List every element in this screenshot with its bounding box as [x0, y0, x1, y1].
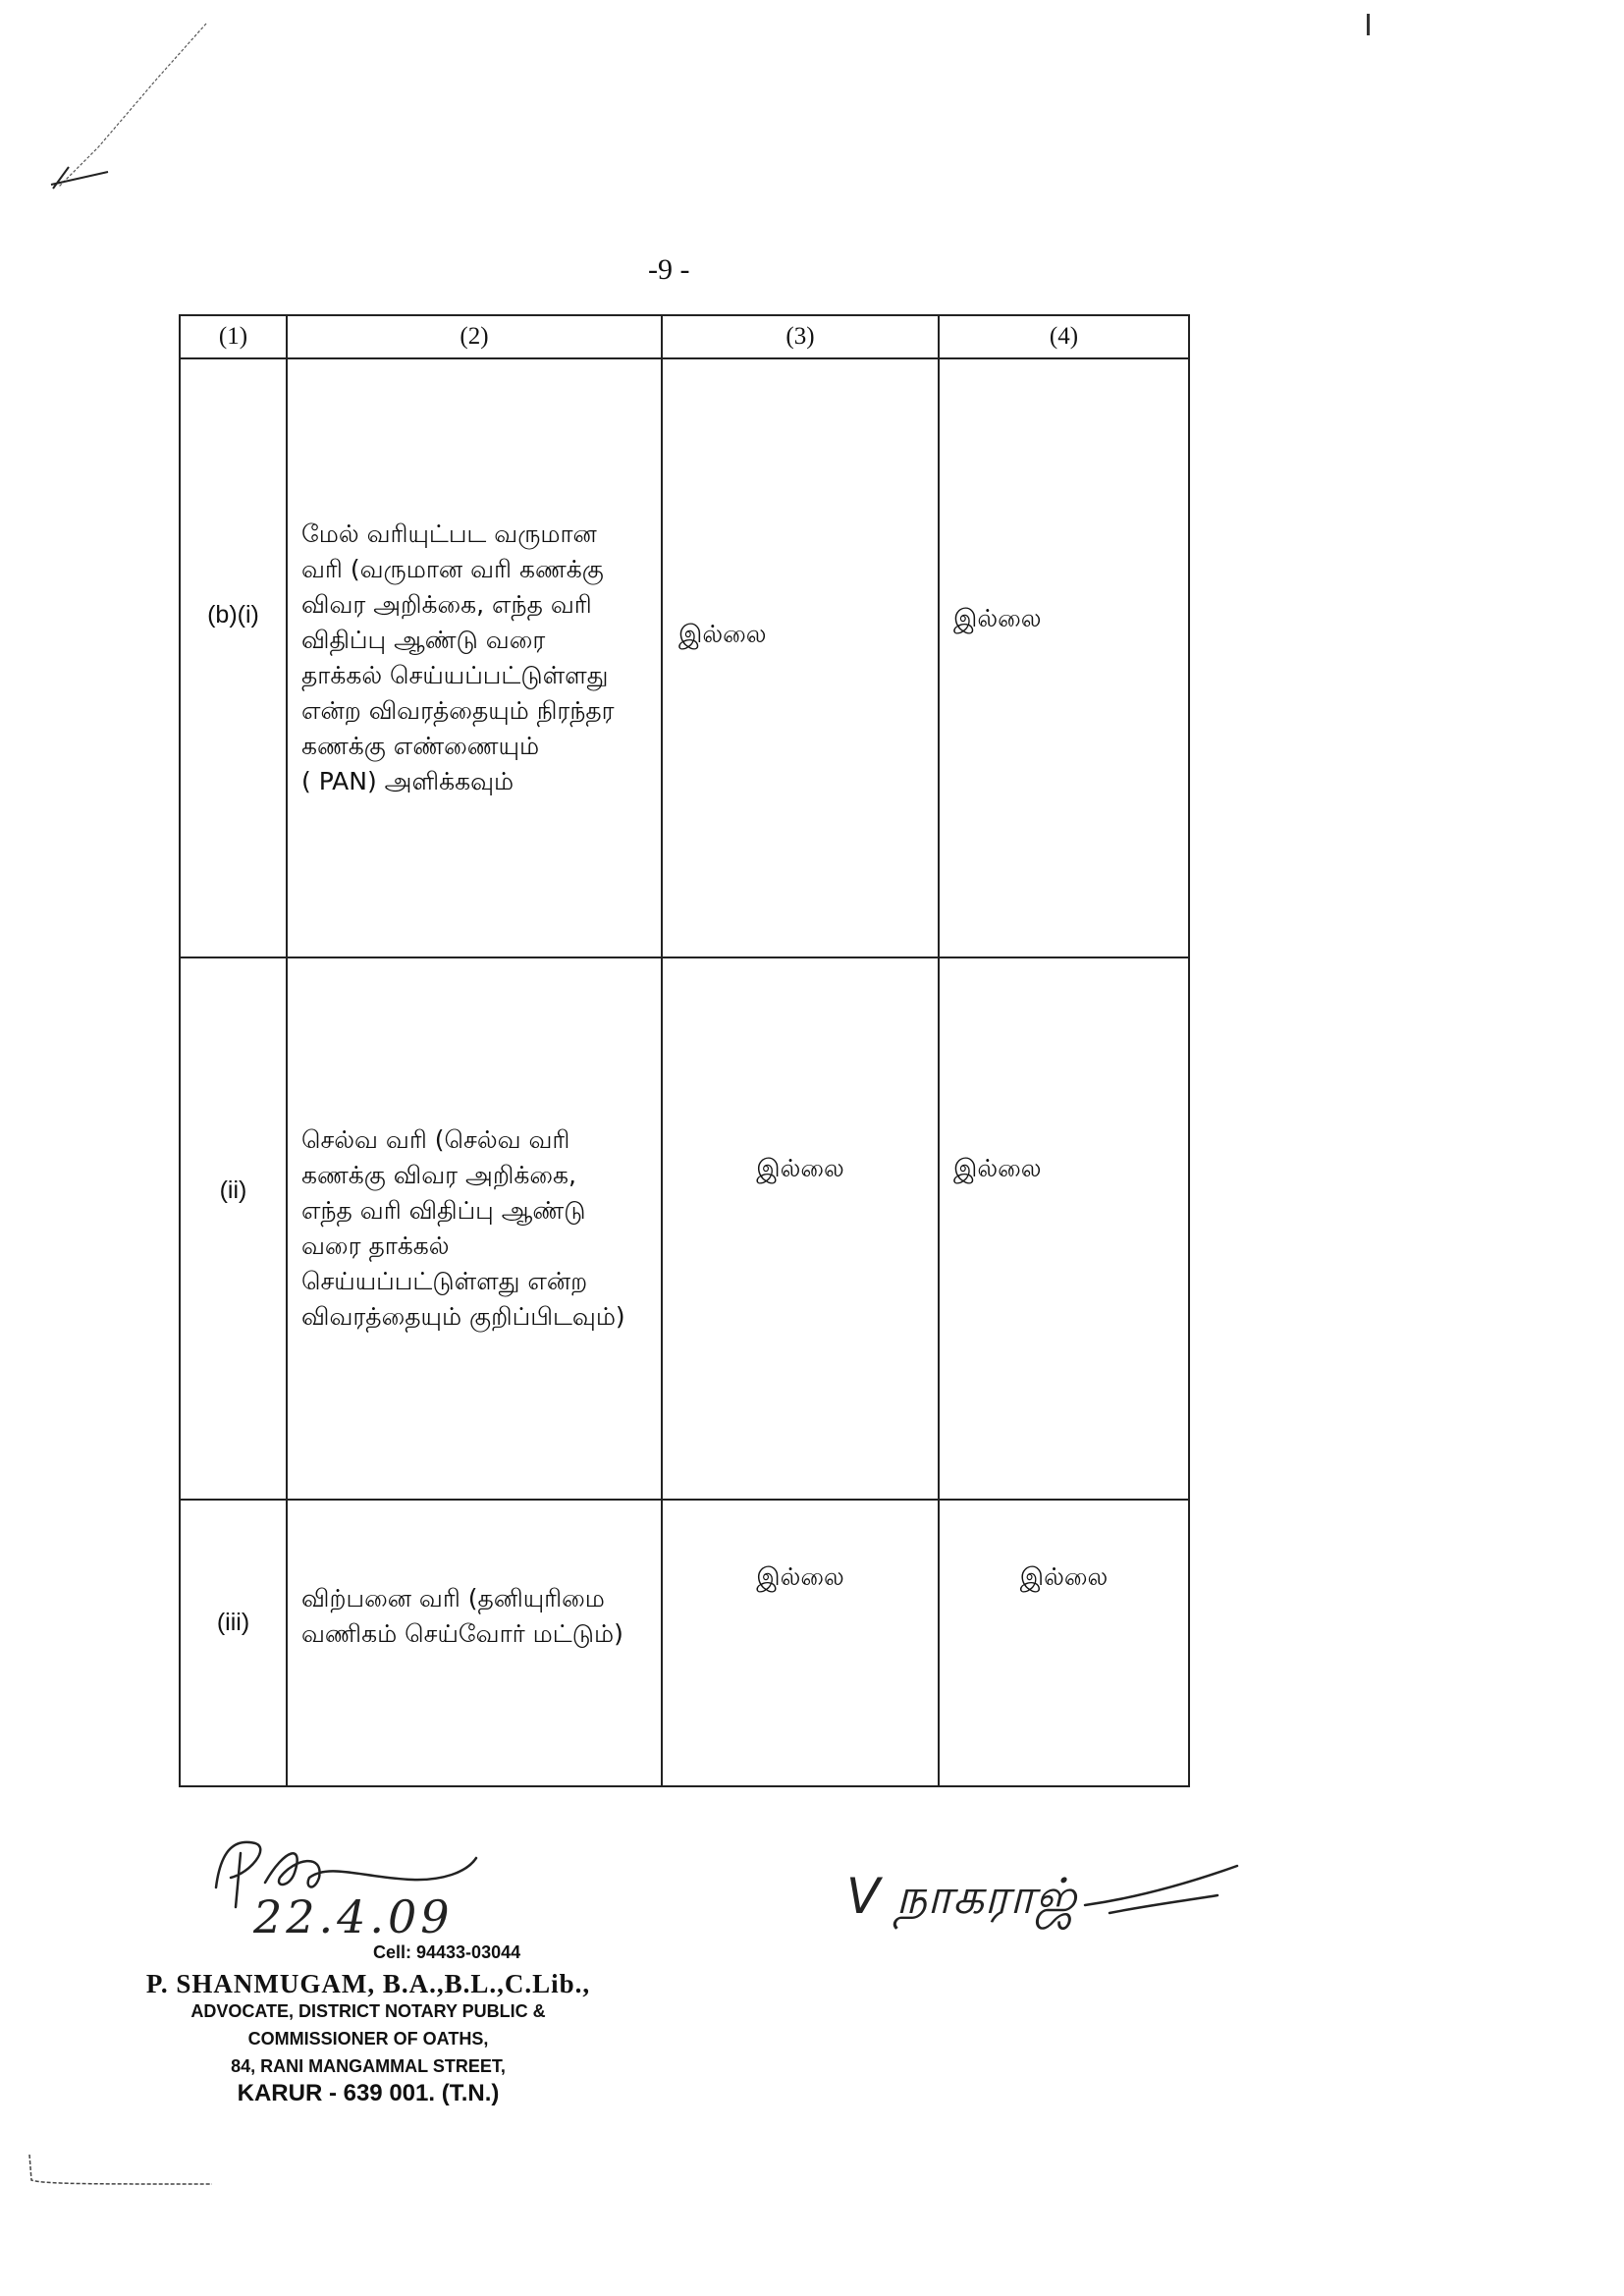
row-serial	[180, 358, 287, 957]
row-col3-value	[662, 957, 939, 1500]
description-line: தாக்கல் செய்யப்பட்டுள்ளது	[301, 661, 609, 689]
description-line: விவர அறிக்கை, எந்த வரி	[301, 590, 592, 619]
description-line: கணக்கு எண்ணையும்	[301, 732, 540, 760]
header-col-3: (3)	[662, 315, 939, 358]
row-serial	[180, 957, 287, 1500]
table-header-row	[180, 315, 1189, 358]
description-line: செய்யப்பட்டுள்ளது என்ற	[301, 1267, 588, 1295]
description-line: விற்பனை வரி (தனியுரிமை	[301, 1584, 605, 1613]
declaration-table	[179, 314, 1190, 1787]
header-col-2: (2)	[287, 315, 662, 358]
table-row	[180, 1500, 1189, 1786]
col3-value-text: இல்லை	[678, 620, 767, 648]
row-col4-value	[939, 957, 1189, 1500]
description-line: ( PAN) அளிக்கவும்	[301, 767, 514, 795]
col4-value-text: இல்லை	[953, 604, 1042, 632]
row-col4-value	[939, 358, 1189, 957]
description-line: விவரத்தையும் குறிப்பிடவும்)	[301, 1302, 625, 1331]
candidate-signature: V நாகராஜ்	[846, 1868, 1076, 1925]
description-line: எந்த வரி விதிப்பு ஆண்டு	[301, 1196, 586, 1225]
col4-value-text: இல்லை	[1019, 1562, 1109, 1591]
col3-value-text: இல்லை	[756, 1562, 844, 1591]
table-row	[180, 957, 1189, 1500]
stamp-cell-number: Cell: 94433-03044	[373, 1942, 521, 1962]
notary-stamp	[137, 1944, 599, 2107]
description-line: வணிகம் செய்வோர் மட்டும்)	[301, 1619, 623, 1648]
row-col3-value	[662, 358, 939, 957]
row-description	[287, 358, 662, 957]
description-line: வரி (வருமான வரி கணக்கு	[301, 555, 604, 583]
stamp-line-3: 84, RANI MANGAMMAL STREET,	[231, 2056, 506, 2076]
corner-pen-mark	[39, 20, 236, 196]
row-serial-text: (ii)	[219, 1176, 247, 1204]
stamp-line-2: COMMISSIONER OF OATHS,	[247, 2029, 489, 2049]
row-serial-text: (iii)	[216, 1609, 250, 1636]
candidate-signature-flourish	[1080, 1856, 1247, 1925]
row-col4-value	[939, 1500, 1189, 1786]
header-col-1: (1)	[180, 315, 287, 358]
description-line: கணக்கு விவர அறிக்கை,	[301, 1161, 576, 1189]
row-description	[287, 1500, 662, 1786]
description-line: செல்வ வரி (செல்வ வரி	[301, 1125, 570, 1154]
bottom-corner-mark	[26, 2151, 222, 2190]
stamp-line-1: ADVOCATE, DISTRICT NOTARY PUBLIC &	[190, 2001, 546, 2021]
corner-tick-mark	[1367, 14, 1370, 35]
page-number: -9 -	[648, 253, 690, 286]
stamp-name: P. SHANMUGAM, B.A.,B.L.,C.Lib.,	[145, 1969, 591, 1998]
description-line: வரை தாக்கல்	[301, 1231, 450, 1260]
header-col-4: (4)	[939, 315, 1189, 358]
row-description	[287, 957, 662, 1500]
description-line: என்ற விவரத்தையும் நிரந்தர	[301, 696, 615, 725]
row-serial-text: (b)(i)	[207, 601, 259, 629]
description-line: மேல் வரியுட்பட வருமான	[301, 519, 597, 548]
description-line: விதிப்பு ஆண்டு வரை	[301, 626, 546, 654]
stamp-city: KARUR - 639 001. (T.N.)	[237, 2080, 500, 2106]
row-serial	[180, 1500, 287, 1786]
col4-value-text: இல்லை	[953, 1154, 1042, 1182]
row-col3-value	[662, 1500, 939, 1786]
table-row	[180, 358, 1189, 957]
handwritten-date: 22.4.09	[253, 1890, 454, 1943]
col3-value-text: இல்லை	[756, 1154, 844, 1182]
